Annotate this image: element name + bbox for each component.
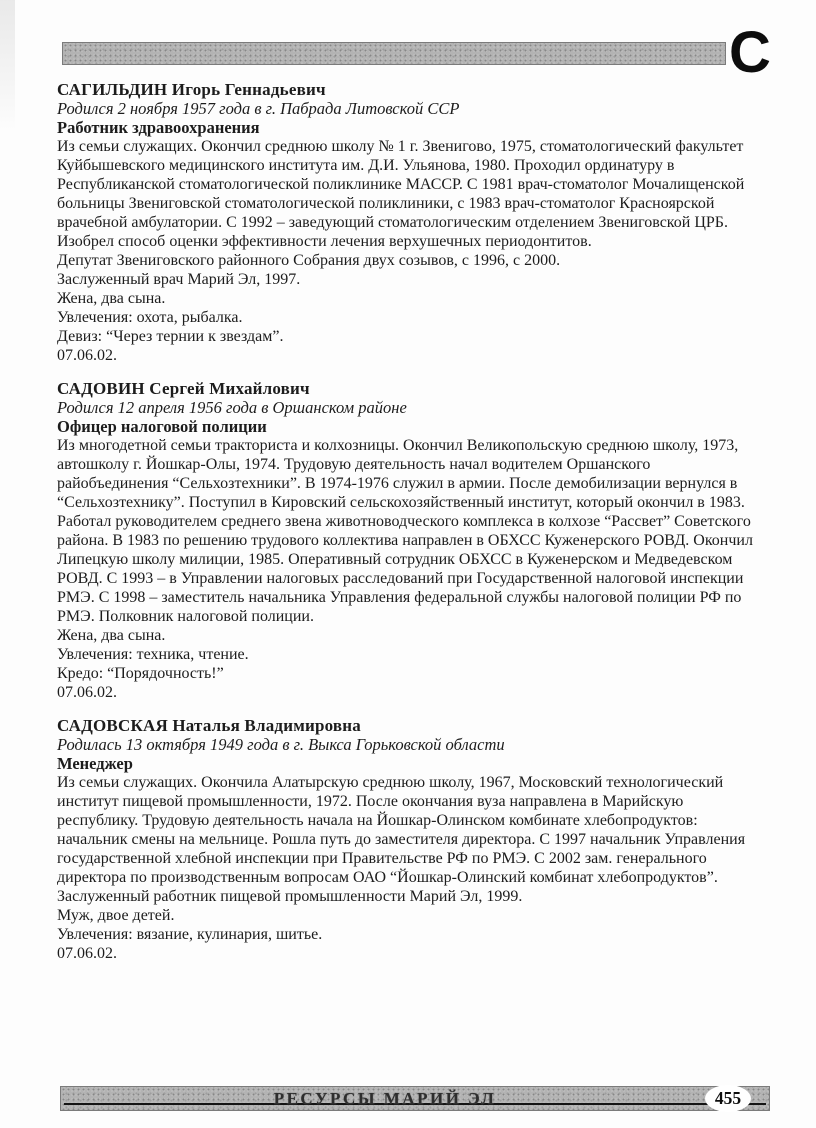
entry-paragraph: Увлечения: техника, чтение. — [57, 646, 249, 663]
footer-title: РЕСУРСЫ МАРИЙ ЭЛ — [273, 1089, 497, 1108]
entry-birth-line: Родился 12 апреля 1956 года в Оршанском районе — [57, 398, 407, 417]
page-content — [57, 80, 757, 977]
entry-paragraph: Жена, два сына. — [57, 627, 166, 644]
section-letter: С — [729, 20, 771, 85]
entry-paragraph: Жена, два сына. — [57, 290, 166, 307]
entry-paragraph: Увлечения: охота, рыбалка. — [57, 309, 243, 326]
page-number: 455 — [714, 1088, 742, 1108]
scan-smudge — [0, 0, 15, 130]
section-header-bar — [62, 42, 726, 65]
page-number-badge — [705, 1085, 751, 1112]
biography-entry — [57, 716, 757, 963]
entry-name: САГИЛЬДИН Игорь Геннадьевич — [57, 80, 326, 99]
entry-paragraph: Из многодетной семьи тракториста и колхозницы. Окончил Великопольскую среднюю школу, 1973, автошколу г. Йошкар-Олы, 1974. Трудовую деятельность начал водителем Оршанского райобъединения “Сельхозтехники”. В 1974-1976 служил в армии. После демобилизации вернулся в “Сельхозтехнику”. Поступил в Кировский сельскохозяйственный институт, который окончил в 1983. Работал руководителем среднего звена животноводческого комплекса в колхозе “Рассвет” Советского района. В 1983 по решению трудового коллектива направлен в ОБХСС Куженерского РОВД. Окончил Липецкую школу милиции, 1985. Оперативный сотрудник ОБХСС в Куженерском и Медведевском РОВД. С 1993 – в Управлении налоговых расследований при Государственной налоговой инспекции РМЭ. С 1998 – заместитель начальника Управления федеральной службы налоговой полиции РФ по РМЭ. Полковник налоговой полиции. — [57, 437, 753, 625]
entry-paragraph: Из семьи служащих. Окончил среднюю школу № 1 г. Звенигово, 1975, стоматологический факультет Куйбышевского медицинского института им. Д.И. Ульянова, 1980. Проходил ординатуру в Республиканской стоматологической поликлинике МАССР. С 1981 врач-стоматолог Мочалищенской больницы Звениговской стоматологической поликлиники, с 1983 врач-стоматолог Красноярской врачебной амбулатории. С 1992 – заведующий стоматологическим отделением Звениговской ЦРБ. Изобрел способ оценки эффективности лечения верхушечных периодонтитов. — [57, 138, 745, 250]
entry-date-stamp: 07.06.02. — [57, 945, 117, 962]
entry-paragraph: Кредо: “Порядочность!” — [57, 665, 224, 682]
biography-entry — [57, 379, 757, 702]
entry-name: САДОВСКАЯ Наталья Владимировна — [57, 716, 361, 735]
entry-occupation: Офицер налоговой полиции — [57, 417, 267, 436]
entry-date-stamp: 07.06.02. — [57, 684, 117, 701]
biography-entry — [57, 80, 757, 365]
entry-birth-line: Родился 2 ноября 1957 года в г. Пабрада Литовской ССР — [57, 99, 460, 118]
entry-paragraph: Из семьи служащих. Окончила Алатырскую среднюю школу, 1967, Московский технологический институт пищевой промышленности, 1972. После окончания вуза направлена в Марийскую республику. Трудовую деятельность начала на Йошкар-Олинском комбинате хлебопродуктов: начальник смены на мельнице. Рошла путь до заместителя директора. С 1997 начальник Управления государственной хлебной инспекции при Правительстве РФ по РМЭ. С 2002 зам. генерального директора по производственным вопросам ОАО “Йошкар-Олинский комбинат хлебопродуктов”. — [57, 774, 746, 886]
entry-occupation: Работник здравоохранения — [57, 118, 260, 137]
footer-bar — [60, 1086, 770, 1111]
entry-paragraph: Заслуженный врач Марий Эл, 1997. — [57, 271, 301, 288]
entry-paragraph: Увлечения: вязание, кулинария, шитье. — [57, 926, 323, 943]
entry-paragraph: Муж, двое детей. — [57, 907, 175, 924]
entry-date-stamp: 07.06.02. — [57, 347, 117, 364]
entry-paragraph: Девиз: “Через тернии к звездам”. — [57, 328, 284, 345]
entry-occupation: Менеджер — [57, 754, 133, 773]
entry-paragraph: Заслуженный работник пищевой промышленности Марий Эл, 1999. — [57, 888, 523, 905]
entry-birth-line: Родилась 13 октября 1949 года в г. Выкса Горьковской области — [57, 735, 505, 754]
entry-paragraph: Депутат Звениговского районного Собрания двух созывов, с 1996, с 2000. — [57, 252, 561, 269]
entry-name: САДОВИН Сергей Михайлович — [57, 379, 310, 398]
